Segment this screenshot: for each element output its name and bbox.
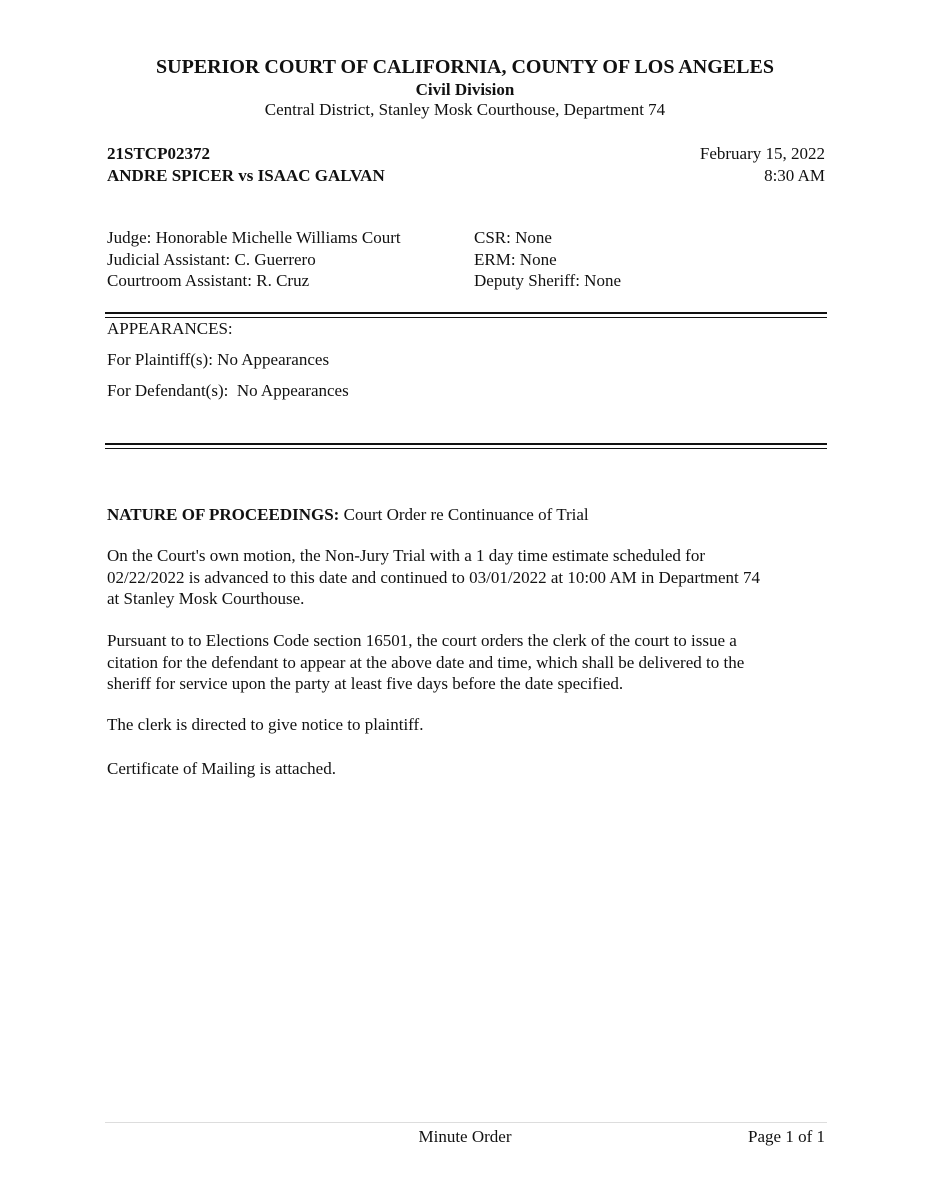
paragraph-notice: The clerk is directed to give notice to plaintiff.	[107, 715, 424, 734]
deputy-sheriff: Deputy Sheriff: None	[474, 271, 621, 290]
plaintiff-appearance: For Plaintiff(s): No Appearances	[107, 350, 330, 369]
erm: ERM: None	[474, 249, 557, 269]
judicial-assistant: Judicial Assistant: C. Guerrero	[107, 249, 316, 269]
paragraph-continuance	[107, 545, 827, 610]
csr: CSR: None	[474, 228, 552, 247]
page-number: Page 1 of 1	[748, 1127, 825, 1146]
defendant-appearance: For Defendant(s): No Appearances	[107, 381, 349, 400]
case-title: ANDRE SPICER vs ISAAC GALVAN	[107, 165, 385, 185]
paragraph-certificate: Certificate of Mailing is attached.	[107, 759, 336, 778]
court-name: SUPERIOR COURT OF CALIFORNIA, COUNTY OF LOS ANGELES	[156, 56, 774, 78]
court-staff-left	[107, 227, 401, 292]
hearing-time: 8:30 AM	[764, 165, 825, 185]
appearances-heading: APPEARANCES:	[107, 319, 233, 338]
paragraph-citation	[107, 630, 827, 695]
courtroom-assistant: Courtroom Assistant: R. Cruz	[107, 271, 310, 290]
paragraph-line: On the Court's own motion, the Non-Jury Trial with a 1 day time estimate scheduled for	[107, 546, 705, 565]
paragraph-line: sheriff for service upon the party at least five days before the date specified.	[107, 674, 624, 693]
nature-of-proceedings	[107, 504, 589, 525]
division: Civil Division	[415, 80, 515, 99]
hearing-datetime	[700, 143, 825, 186]
case-number: 21STCP02372	[107, 144, 210, 163]
nature-text: Court Order re Continuance of Trial	[339, 505, 589, 524]
district: Central District, Stanley Mosk Courthouse, Department 74	[264, 100, 666, 119]
divider-bottom	[105, 443, 827, 449]
court-staff-right	[474, 227, 621, 292]
nature-label: NATURE OF PROCEEDINGS:	[107, 505, 340, 524]
paragraph-line: citation for the defendant to appear at the above date and time, which shall be delivered to the	[107, 652, 745, 672]
case-info	[107, 143, 385, 186]
paragraph-line: Pursuant to to Elections Code section 16501, the court orders the clerk of the court to issue a	[107, 631, 737, 650]
paragraph-line: at Stanley Mosk Courthouse.	[107, 589, 305, 608]
hearing-date: February 15, 2022	[699, 144, 825, 163]
paragraph-line: 02/22/2022 is advanced to this date and continued to 03/01/2022 at 10:00 AM in Department 74	[107, 567, 760, 587]
footer-divider	[105, 1122, 827, 1123]
judge: Judge: Honorable Michelle Williams Court	[107, 228, 401, 247]
footer-title: Minute Order	[418, 1127, 512, 1146]
